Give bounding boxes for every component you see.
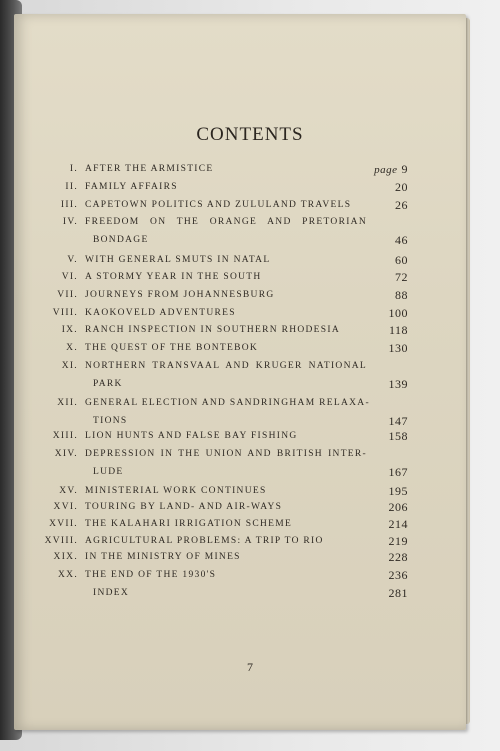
toc-entry — [0, 200, 500, 216]
toc-page-value: 118 — [388, 323, 408, 337]
toc-page-number — [389, 568, 409, 583]
toc-page-number — [389, 586, 409, 601]
toc-entry — [0, 272, 500, 288]
toc-chapter-number: XV. — [59, 486, 78, 496]
toc-page-number — [389, 341, 409, 356]
toc-entry — [0, 325, 500, 341]
toc-entry — [0, 536, 500, 552]
toc-page-number — [389, 550, 409, 565]
toc-chapter-number: III. — [60, 200, 78, 210]
toc-chapter-title: GENERAL ELECTION AND SANDRINGHAM RELAXA- — [85, 398, 370, 408]
toc-chapter-title-continued: PARK — [93, 379, 123, 389]
toc-chapter-number: XVII. — [49, 519, 78, 529]
toc-page-number — [389, 517, 409, 532]
toc-entry — [0, 255, 500, 271]
toc-chapter-number: XVI. — [53, 502, 78, 512]
page-title: CONTENTS — [196, 124, 304, 145]
toc-page-value: 26 — [395, 198, 408, 212]
toc-chapter-title-continued: TIONS — [93, 416, 128, 426]
toc-entry — [0, 398, 500, 414]
toc-page-value: 72 — [395, 270, 408, 284]
toc-entry — [0, 519, 500, 535]
toc-entry — [0, 361, 500, 377]
toc-entry — [0, 486, 500, 502]
toc-entry-continuation — [0, 467, 500, 483]
toc-chapter-title: DEPRESSION IN THE UNION AND BRITISH INTER- — [85, 449, 367, 459]
toc-chapter-title: IN THE MINISTRY OF MINES — [85, 552, 241, 562]
toc-page-number — [389, 534, 409, 549]
toc-entry — [0, 343, 500, 359]
toc-entry-continuation — [0, 235, 500, 251]
toc-chapter-title: RANCH INSPECTION IN SOUTHERN RHODESIA — [85, 325, 340, 335]
toc-page-value: 88 — [395, 288, 408, 302]
toc-page-number — [395, 253, 408, 268]
toc-chapter-number: VI. — [61, 272, 78, 282]
toc-chapter-title: INDEX — [93, 588, 130, 598]
toc-page-number — [389, 484, 409, 499]
page-number: 7 — [247, 660, 253, 674]
toc-page-value: 281 — [388, 586, 408, 600]
toc-page-value: 228 — [388, 550, 408, 564]
toc-entry — [0, 164, 500, 180]
toc-entry — [0, 290, 500, 306]
toc-page-number: 139 — [388, 377, 408, 391]
toc-chapter-title: THE KALAHARI IRRIGATION SCHEME — [85, 519, 293, 529]
toc-chapter-number: XI. — [61, 361, 78, 371]
toc-chapter-number: VIII. — [52, 308, 78, 318]
toc-chapter-title: KAOKOVELD ADVENTURES — [85, 308, 236, 318]
toc-page-number — [395, 180, 408, 195]
toc-page-value: 236 — [388, 568, 408, 582]
toc-page-value: 60 — [395, 253, 408, 267]
toc-chapter-title: JOURNEYS FROM JOHANNESBURG — [85, 290, 275, 300]
toc-entry — [0, 449, 500, 465]
toc-page-number — [395, 198, 408, 213]
page-label: page — [374, 164, 398, 176]
toc-entry — [0, 431, 500, 447]
toc-page-value: 158 — [388, 429, 408, 443]
toc-chapter-number: XIX. — [53, 552, 78, 562]
toc-chapter-number: XII. — [57, 398, 78, 408]
toc-chapter-number: II. — [65, 182, 78, 192]
toc-chapter-title: AFTER THE ARMISTICE — [85, 164, 214, 174]
toc-page-number — [389, 500, 409, 515]
toc-chapter-number: X. — [66, 343, 78, 353]
toc-chapter-number: IX. — [61, 325, 78, 335]
toc-page-number: 167 — [388, 465, 408, 479]
toc-page-number — [389, 429, 409, 444]
toc-chapter-number: XIV. — [54, 449, 78, 459]
toc-chapter-title: MINISTERIAL WORK CONTINUES — [85, 486, 267, 496]
toc-chapter-title: A STORMY YEAR IN THE SOUTH — [85, 272, 262, 282]
toc-page-value: 9 — [401, 162, 408, 176]
toc-page-value: 219 — [388, 534, 408, 548]
toc-chapter-number: IV. — [62, 217, 78, 227]
toc-chapter-number: XIII. — [52, 431, 78, 441]
toc-page-value: 206 — [388, 500, 408, 514]
toc-chapter-title: AGRICULTURAL PROBLEMS: A TRIP TO RIO — [85, 536, 324, 546]
toc-chapter-title: WITH GENERAL SMUTS IN NATAL — [85, 255, 271, 265]
toc-page-number — [374, 162, 408, 177]
toc-chapter-number: XVIII. — [44, 536, 78, 546]
toc-chapter-number: V. — [67, 255, 78, 265]
toc-chapter-title: NORTHERN TRANSVAAL AND KRUGER NATIONAL — [85, 361, 367, 371]
toc-page-value: 195 — [388, 484, 408, 498]
toc-page-value: 100 — [388, 306, 408, 320]
toc-chapter-title: FAMILY AFFAIRS — [85, 182, 178, 192]
toc-page-number — [389, 323, 408, 338]
toc-entry — [0, 588, 500, 604]
toc-entry — [0, 502, 500, 518]
toc-chapter-title: THE END OF THE 1930'S — [85, 570, 217, 580]
toc-entry — [0, 217, 500, 233]
toc-page-number — [395, 270, 408, 285]
toc-entry — [0, 570, 500, 586]
toc-page-number: 46 — [395, 233, 408, 247]
toc-page-value: 214 — [388, 517, 408, 531]
toc-chapter-title-continued: LUDE — [93, 467, 124, 477]
toc-chapter-title: FREEDOM ON THE ORANGE AND PRETORIAN — [85, 217, 367, 227]
toc-page-number: 147 — [388, 414, 408, 428]
toc-chapter-number: VII. — [57, 290, 78, 300]
toc-entry — [0, 308, 500, 324]
toc-chapter-title: CAPETOWN POLITICS AND ZULULAND TRAVELS — [85, 200, 352, 210]
toc-page-value: 20 — [395, 180, 408, 194]
toc-chapter-number: I. — [69, 164, 78, 174]
toc-page-value: 130 — [388, 341, 408, 355]
toc-entry-continuation — [0, 416, 500, 432]
toc-chapter-title: THE QUEST OF THE BONTEBOK — [85, 343, 259, 353]
toc-entry-continuation — [0, 379, 500, 395]
toc-chapter-title: LION HUNTS AND FALSE BAY FISHING — [85, 431, 298, 441]
toc-page-number — [395, 288, 408, 303]
toc-chapter-number: XX. — [58, 570, 78, 580]
toc-entry — [0, 182, 500, 198]
toc-chapter-title-continued: BONDAGE — [93, 235, 149, 245]
toc-entry — [0, 552, 500, 568]
toc-chapter-title: TOURING BY LAND- AND AIR-WAYS — [85, 502, 283, 512]
toc-page-number — [389, 306, 409, 321]
